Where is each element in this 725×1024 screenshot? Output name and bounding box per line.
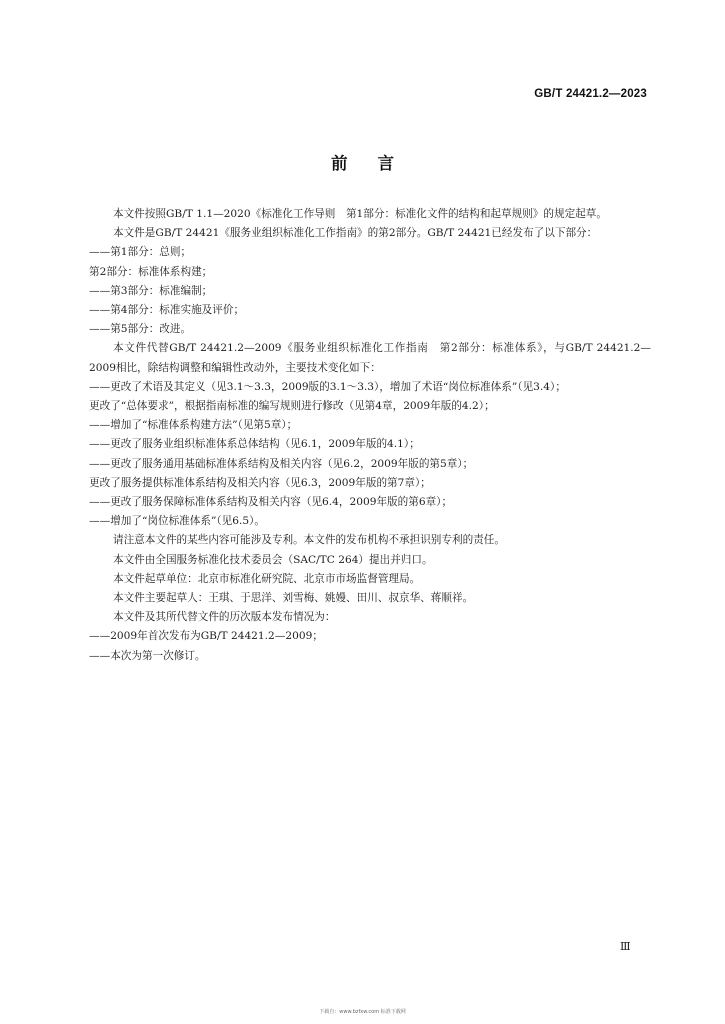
paragraph: 本文件代替GB/T 24421.2—2009《服务业组织标准化工作指南 第2部分：标准体系》，与GB/T 24421.2—2009相比，除结构调整和编辑性改动外，主要技术变化如下： (89, 342, 651, 374)
paragraph: 本文件是GB/T 24421《服务业组织标准化工作指南》的第2部分。GB/T 24421已经发布了以下部分： (113, 227, 598, 240)
list-item: ——增加了“标准体系构建方法”（见第5章）； (89, 419, 298, 432)
list-item: ——更改了服务保障标准体系结构及相关内容（见6.4，2009年版的第6章）； (89, 496, 453, 509)
list-item: ——增加了“岗位标准体系”（见6.5）。 (89, 515, 265, 528)
paragraph: 本文件起草单位：北京市标准化研究院、北京市市场监督管理局。 (113, 572, 421, 585)
paragraph: 更改了“总体要求”，根据指南标准的编写规则进行修改（见第4章，2009年版的4.2）； (89, 400, 495, 413)
paragraph: 更改了服务提供标准体系结构及相关内容（见6.3，2009年版的第7章）； (89, 476, 431, 489)
paragraph: 请注意本文件的某些内容可能涉及专利。本文件的发布机构不承担识别专利的责任。 (113, 534, 505, 547)
paragraph: 第2部分：标准体系构建； (89, 265, 213, 278)
standard-code: GB/T 24421.2—2023 (534, 88, 647, 100)
list-item: ——第4部分：标准实施及评价； (89, 304, 245, 317)
paragraph: 本文件由全国服务标准化技术委员会（SAC/TC 264）提出并归口。 (113, 553, 433, 566)
page-title: 前言 (331, 154, 424, 173)
footer-note: 下载自：www.bzfxw.com 标准下载网 (319, 1009, 406, 1015)
list-item: ——更改了服务通用基础标准体系结构及相关内容（见6.2，2009年版的第5章）； (89, 457, 474, 470)
list-item: ——第5部分：改进。 (89, 323, 192, 336)
paragraph: 本文件及其所代替文件的历次版本发布情况为： (113, 611, 336, 624)
list-item: ——更改了服务业组织标准体系总体结构（见6.1，2009年版的4.1）； (89, 438, 420, 451)
paragraph: 本文件按照GB/T 1.1—2020《标准化工作导则 第1部分：标准化文件的结构和起草规则》的规定起草。 (113, 208, 607, 220)
page-number: Ⅲ (620, 940, 631, 953)
list-item: ——更改了术语及其定义（见3.1～3.3，2009版的3.1～3.3），增加了术语“岗位标准体系”（见3.4）； (89, 380, 566, 393)
list-item: ——2009年首次发布为GB/T 24421.2—2009； (89, 630, 323, 643)
preface-body (89, 205, 651, 666)
list-item: ——本次为第一次修订。 (89, 649, 206, 662)
paragraph: 本文件主要起草人：王琪、于思洋、刘雪梅、姚嫚、田川、叔京华、蒋顺祥。 (113, 592, 474, 605)
list-item: ——第3部分：标准编制； (89, 284, 213, 297)
list-item: ——第1部分：总则； (89, 246, 192, 259)
